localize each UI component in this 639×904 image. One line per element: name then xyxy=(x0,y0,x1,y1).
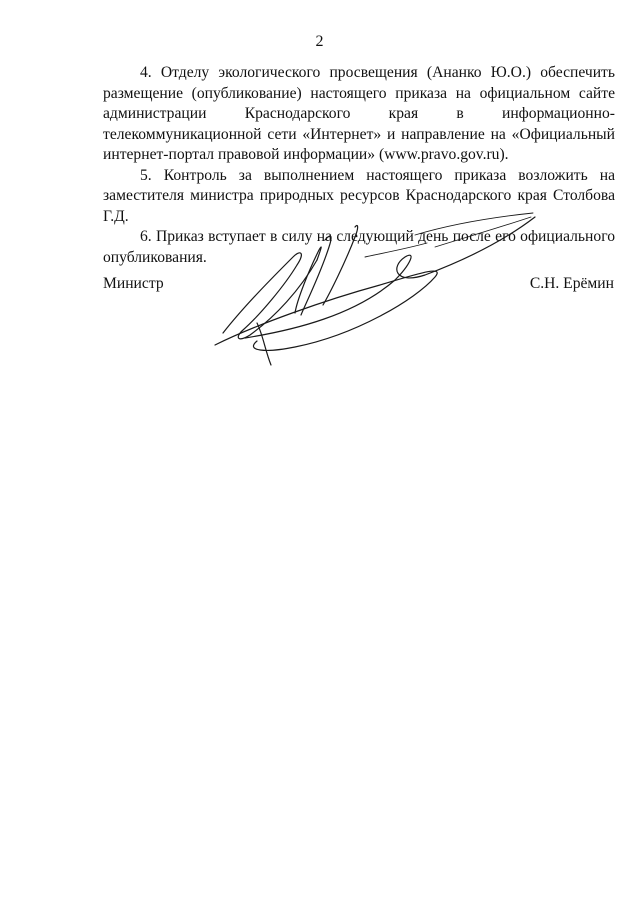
signatory-name: С.Н. Ерёмин xyxy=(529,275,614,292)
paragraph-item-5: 5. Контроль за выполнением настоящего приказа возложить на заместителя министра природных ресурсов Краснодарского края Столбова Г.Д. xyxy=(103,166,615,225)
paragraph-item-4: 4. Отделу экологического просвещения (Ананко Ю.О.) обеспечить размещение (опубликование) настоящего приказа на официальном сайте администрации Краснодарского края в информационно-телекоммуникационной сети «Интернет» и направление на «Официальный интернет-портал правовой информации» (www.pravo.gov.ru). xyxy=(103,64,615,163)
page-number: 2 xyxy=(315,33,324,50)
signatory-title: Министр xyxy=(103,275,164,292)
paragraph-item-6: 6. Приказ вступает в силу на следующий день после его официального опубликования. xyxy=(103,228,615,266)
handwritten-signature xyxy=(205,205,545,375)
